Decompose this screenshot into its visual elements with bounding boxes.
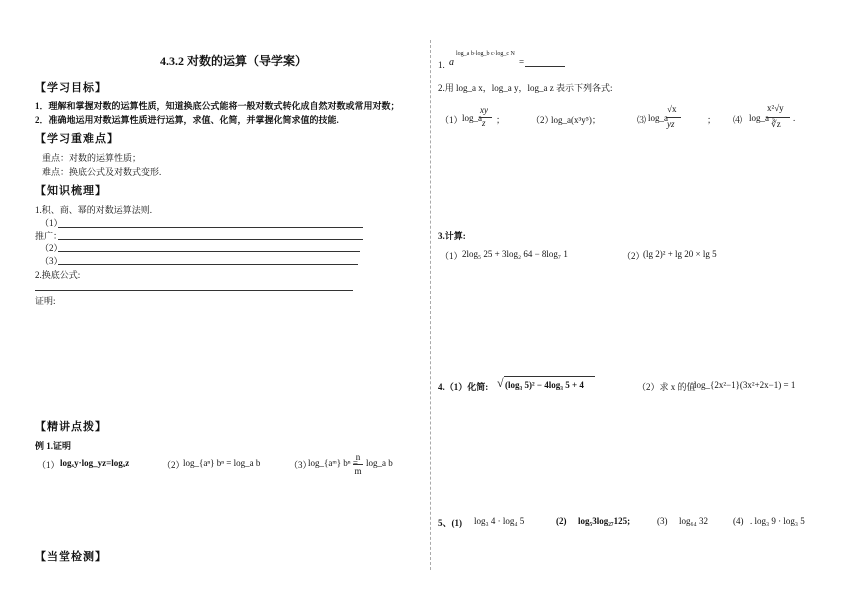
fraction-bar	[766, 117, 790, 118]
q3-part-1-num: （1）	[440, 251, 463, 261]
answer-line	[58, 251, 360, 252]
q2-part-4-denominator: ∛z	[771, 119, 781, 129]
q1-base: a	[449, 57, 454, 68]
q4-part-2-label: （2）求 x 的值	[637, 382, 696, 392]
change-base-label: 2.换底公式:	[35, 270, 81, 280]
q2-part-1-num: （1）	[440, 115, 463, 125]
q3-part-1: 2log₅ 25 + 3log₂ 64 − 8log₇ 1	[462, 249, 568, 259]
q1-number: 1.	[438, 60, 445, 70]
q3-intro: 3.计算:	[438, 231, 466, 241]
q4-part-2-expr: log_{2x²−1}(3x²+2x−1) = 1	[694, 380, 796, 390]
knowledge-item-1: 1.积、商、幂的对数运算法则.	[35, 205, 153, 215]
q5-part-3-label: (3)	[657, 516, 668, 526]
answer-line	[58, 264, 358, 265]
q1-exponent: log_a b·log_b c·log_c N	[456, 51, 515, 57]
example-1-part-1: logₓy·log_yz=logₓz	[60, 458, 130, 468]
q5-part-1-label: 5、(1)	[438, 518, 462, 528]
q2-part-3-denominator: yz	[667, 119, 675, 129]
rule-1-label: （1）	[40, 218, 63, 228]
q2-part-3-log: log_a	[648, 113, 668, 123]
q2-intro: 2.用 log_a x，log_a y，log_a z 表示下列各式:	[438, 83, 613, 93]
knowledge-header: 【知识梳理】	[35, 185, 107, 197]
goal-2: 2．准确地运用对数运算性质进行运算，求值、化简，并掌握化简求值的技能.	[35, 115, 339, 125]
q2-part-4-end: .	[793, 113, 796, 123]
example-1-part-2: log_{aⁿ} bⁿ = log_a b	[183, 458, 261, 468]
q2-part-1-denominator: z	[482, 118, 486, 128]
goal-1: 1．理解和掌握对数的运算性质，知道换底公式能将一般对数式转化成自然对数或常用对数；	[35, 101, 400, 111]
example-1-part-3-right: log_a b	[366, 458, 393, 468]
example-1-part-3-num: （3）	[289, 460, 312, 470]
q5-part-3: log₆₄ 32	[679, 516, 709, 526]
example-1-part-2-num: （2）	[162, 460, 185, 470]
q2-part-2: log_a(x³y⁵)；	[551, 115, 601, 125]
q1-equals: =	[519, 57, 525, 67]
check-header: 【当堂检测】	[35, 551, 107, 563]
q2-part-4-log: log_a	[749, 113, 769, 123]
q2-part-4-num: ⑷	[733, 115, 743, 125]
q2-part-3-end: ；	[707, 115, 717, 125]
goals-header: 【学习目标】	[35, 82, 107, 94]
q2-part-2-num: （2）	[531, 115, 554, 125]
key-point-2: 难点：换底公式及对数式变形.	[42, 167, 162, 177]
key-point-1: 重点：对数的运算性质；	[42, 153, 142, 163]
extension-label: 推广：	[35, 231, 63, 241]
q3-part-2: (lg 2)² + lg 20 × lg 5	[643, 249, 717, 259]
q4-part-1-expr: (log₃ 5)² − 4log₃ 5 + 4	[505, 380, 584, 390]
q4-part-1-label: 4.（1）化简:	[438, 382, 489, 392]
radical-bar	[504, 376, 595, 377]
q5-part-4-label: (4)	[733, 516, 744, 526]
fraction-bar	[353, 464, 363, 465]
column-divider	[430, 40, 431, 570]
example-1-part-1-num: （1）	[37, 460, 60, 470]
proof-label: 证明:	[35, 296, 56, 306]
rule-3-label: （3）	[40, 256, 63, 266]
rule-2-label: （2）	[40, 243, 63, 253]
q2-part-3-num: ⑶	[637, 115, 647, 125]
fraction-numerator: n	[355, 452, 361, 462]
answer-line	[525, 66, 565, 67]
q5-part-1: log₃ 4 · log₄ 5	[474, 516, 525, 526]
q2-part-1-log: log_a	[462, 113, 482, 123]
example-1-part-3-left: log_{aᵐ} bⁿ =	[308, 458, 358, 468]
q4-radical-sign: √	[497, 376, 504, 390]
q5-part-2: log₅3log₂₇125;	[578, 516, 631, 526]
example-1-label: 例 1.证明	[35, 441, 72, 451]
lecture-header: 【精讲点拨】	[35, 421, 107, 433]
q2-part-1-end: ；	[496, 115, 506, 125]
answer-line	[58, 227, 363, 228]
answer-line	[35, 290, 353, 291]
fraction-denominator: m	[354, 466, 362, 476]
q5-part-4: . log₃ 9 · log₃ 5	[750, 516, 805, 526]
q3-part-2-num: （2）	[622, 251, 645, 261]
page-title: 4.3.2 对数的运算（导学案）	[160, 54, 308, 68]
key-points-header: 【学习重难点】	[35, 133, 119, 145]
q5-part-2-label: (2)	[556, 516, 567, 526]
q2-part-3-numerator: √x	[667, 104, 677, 114]
fraction-bar	[666, 117, 681, 118]
answer-line	[58, 239, 363, 240]
q2-part-1-numerator: xy	[480, 105, 488, 115]
q2-part-4-numerator: x²√y	[767, 103, 784, 113]
